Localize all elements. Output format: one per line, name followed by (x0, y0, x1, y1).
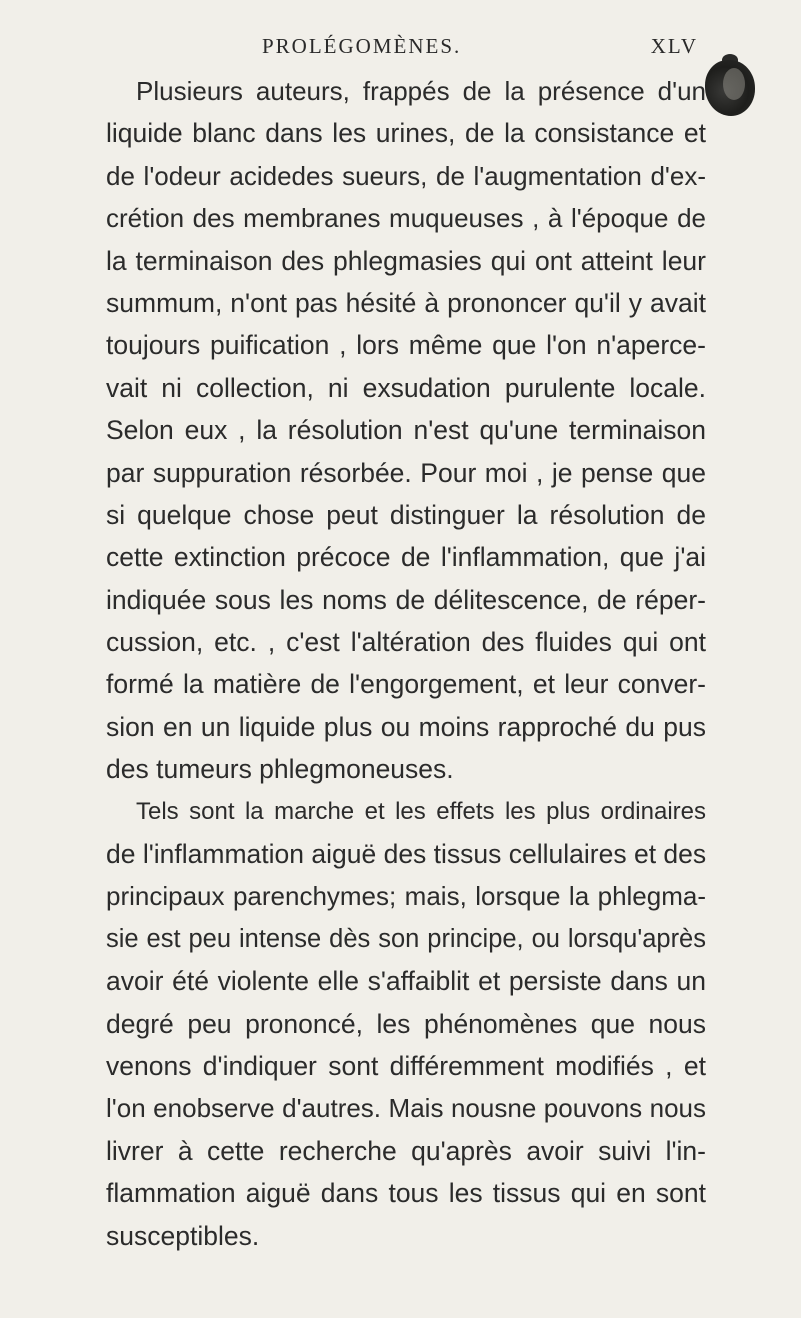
text-line: sie est peu intense dès son principe, ou lorsqu'après (106, 924, 706, 953)
text-line: degré peu prononcé, les phénomènes que nous (106, 1008, 706, 1039)
body-text (106, 70, 706, 1257)
page-number: XLV (650, 34, 698, 58)
text-line: par suppuration résorbée. Pour moi , je pense que (106, 457, 706, 488)
text-line: crétion des membranes muqueuses , à l'époque de (106, 203, 706, 234)
paragraph-2 (106, 791, 706, 1257)
text-line: l'on enobserve d'autres. Mais nousne pouvons nous (106, 1093, 706, 1124)
text-line: Tels sont la marche et les effets les plus ordinaires (136, 797, 706, 825)
text-line: susceptibles. (106, 1220, 260, 1251)
text-line: cussion, etc. , c'est l'altération des fluides qui ont (106, 627, 706, 658)
ink-stain (705, 60, 755, 116)
text-line: formé la matière de l'engorgement, et leur conver- (106, 669, 706, 700)
text-line: summum, n'ont pas hésité à prononcer qu'il y avait (106, 287, 706, 318)
text-line: toujours puification , lors même que l'on n'aperce- (106, 330, 706, 361)
text-line: si quelque chose peut distinguer la résolution de (106, 499, 706, 530)
text-line: venons d'indiquer sont différemment modifiés , et (106, 1050, 706, 1081)
text-line: Plusieurs auteurs, frappés de la présence d'un (136, 76, 706, 106)
paragraph-1 (106, 70, 706, 791)
text-line: de l'odeur acidedes sueurs, de l'augmentation d'ex- (106, 160, 706, 191)
text-line: Selon eux , la résolution n'est qu'une terminaison (106, 415, 706, 446)
text-line: vait ni collection, ni exsudation purulente locale. (106, 372, 706, 403)
running-title: PROLÉGOMÈNES. (262, 34, 462, 58)
text-line: la terminaison des phlegmasies qui ont atteint leur (106, 245, 706, 276)
text-line: liquide blanc dans les urines, de la consistance et (106, 118, 706, 149)
page-header (262, 34, 698, 60)
text-line: principaux parenchymes; mais, lorsque la phlegma- (106, 881, 706, 912)
text-line: indiquée sous les noms de délitescence, de réper- (106, 584, 706, 615)
text-line: cette extinction précoce de l'inflammation, que j'ai (106, 542, 706, 573)
text-line: de l'inflammation aiguë des tissus cellulaires et des (106, 839, 707, 870)
text-line: flammation aiguë dans tous les tissus qui en sont (106, 1178, 706, 1209)
text-line: sion en un liquide plus ou moins rapproché du pus (106, 711, 706, 742)
text-line: livrer à cette recherche qu'après avoir suivi l'in- (106, 1135, 706, 1166)
text-line: des tumeurs phlegmoneuses. (106, 754, 454, 785)
text-line: avoir été violente elle s'affaiblit et persiste dans un (106, 966, 706, 997)
